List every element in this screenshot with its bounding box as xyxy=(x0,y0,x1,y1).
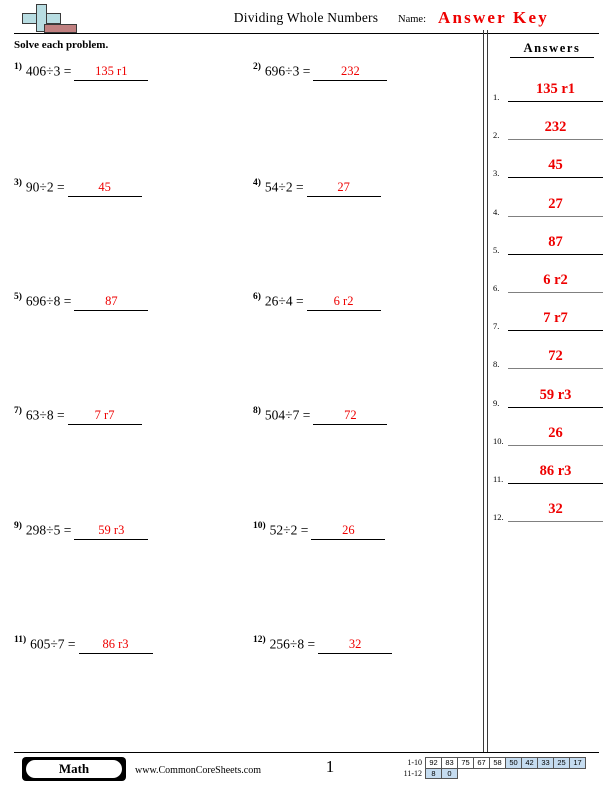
answer-row-number: 8. xyxy=(493,359,500,370)
grading-cell-empty xyxy=(554,768,570,779)
subject-badge-label: Math xyxy=(26,760,122,778)
problem-number: 4) xyxy=(253,178,261,188)
problem-2 xyxy=(253,62,387,86)
grading-row-label: 1-10 xyxy=(407,758,422,768)
grading-cell-empty xyxy=(458,768,474,779)
answer-row-number: 10. xyxy=(493,435,504,446)
problem-1 xyxy=(14,62,148,86)
answer-row-number: 5. xyxy=(493,244,500,255)
problem-expression: 696÷8 = xyxy=(25,293,72,309)
problem-answer-blank[interactable]: 87 xyxy=(74,294,148,311)
problem-10 xyxy=(253,521,385,545)
grading-cell: 92 xyxy=(426,758,442,769)
problem-expression: 504÷7 = xyxy=(264,407,311,423)
grading-scale-body xyxy=(398,758,586,779)
problem-expression: 605÷7 = xyxy=(30,636,76,652)
answer-row-number: 2. xyxy=(493,130,500,141)
answer-row-number: 9. xyxy=(493,397,500,408)
problem-answer-blank[interactable]: 32 xyxy=(318,637,392,654)
answer-row-value[interactable]: 72 xyxy=(508,348,603,369)
grading-cell: 17 xyxy=(570,758,586,769)
problem-5 xyxy=(14,292,148,316)
grading-cell: 42 xyxy=(522,758,538,769)
site-url: www.CommonCoreSheets.com xyxy=(135,765,262,776)
grading-cell: 83 xyxy=(442,758,458,769)
answer-row-value[interactable]: 27 xyxy=(508,196,603,217)
problem-answer-blank[interactable]: 26 xyxy=(311,523,385,540)
answer-row-value[interactable]: 232 xyxy=(508,119,603,140)
problem-number: 3) xyxy=(14,178,22,188)
problem-number: 6) xyxy=(253,292,261,302)
answer-row-3 xyxy=(492,146,605,178)
answer-row-10 xyxy=(492,414,605,446)
answer-row-value[interactable]: 32 xyxy=(508,501,603,522)
answer-row-number: 6. xyxy=(493,283,500,293)
problem-9 xyxy=(14,521,148,545)
problem-expression: 26÷4 = xyxy=(264,293,304,309)
grading-row-2 xyxy=(398,768,586,779)
worksheet-title: Dividing Whole Numbers xyxy=(233,10,379,25)
answer-row-value[interactable]: 86 r3 xyxy=(508,463,603,484)
problem-expression: 298÷5 = xyxy=(25,522,72,538)
problem-expression: 52÷2 = xyxy=(269,522,309,538)
answer-row-number: 7. xyxy=(493,321,500,332)
problem-number: 11) xyxy=(14,635,27,645)
answer-row-value[interactable]: 7 r7 xyxy=(508,310,603,331)
answer-row-value[interactable]: 59 r3 xyxy=(508,387,603,408)
problem-number: 5) xyxy=(14,292,22,302)
grading-cell: 0 xyxy=(442,768,458,779)
grading-cell: 67 xyxy=(474,758,490,769)
grading-cell: 75 xyxy=(458,758,474,769)
problem-number: 12) xyxy=(253,635,266,645)
problem-answer-blank[interactable]: 6 r2 xyxy=(307,294,381,311)
answers-column-title: Answers xyxy=(510,41,594,58)
answer-row-2 xyxy=(492,108,605,140)
problem-expression: 696÷3 = xyxy=(264,63,311,79)
problem-number: 7) xyxy=(14,406,22,416)
answer-row-value[interactable]: 87 xyxy=(508,234,603,255)
footer-divider xyxy=(14,752,599,753)
grading-cell-empty xyxy=(538,768,554,779)
answer-row-value[interactable]: 26 xyxy=(508,425,603,446)
problem-answer-blank[interactable]: 72 xyxy=(313,408,387,425)
problem-answer-blank[interactable]: 135 r1 xyxy=(74,64,148,81)
problem-answer-blank[interactable]: 45 xyxy=(68,180,142,197)
name-value: Answer Key xyxy=(438,8,549,27)
grading-row-label: 11-12 xyxy=(403,768,422,778)
grading-scale-table xyxy=(398,757,586,779)
problem-answer-blank[interactable]: 59 r3 xyxy=(74,523,148,540)
problem-number: 9) xyxy=(14,521,22,531)
answer-row-value[interactable]: 45 xyxy=(508,157,603,178)
answer-row-number: 3. xyxy=(493,168,500,179)
problem-number: 8) xyxy=(253,406,261,416)
problem-number: 10) xyxy=(253,521,266,531)
problem-expression: 90÷2 = xyxy=(25,179,65,195)
problem-12 xyxy=(253,635,392,659)
problem-answer-blank[interactable]: 232 xyxy=(313,64,387,81)
answer-row-5 xyxy=(492,223,605,255)
answer-row-1 xyxy=(492,70,605,102)
answer-row-6 xyxy=(492,261,605,293)
subject-badge xyxy=(22,757,126,781)
problem-3 xyxy=(14,178,142,202)
page-number: 1 xyxy=(325,757,335,776)
instruction-text: Solve each problem. xyxy=(14,39,109,51)
grading-cell-empty xyxy=(506,768,522,779)
answer-row-value[interactable]: 6 r2 xyxy=(508,272,603,293)
grading-cell-empty xyxy=(474,768,490,779)
name-label: Name: xyxy=(398,14,426,25)
problem-8 xyxy=(253,406,387,430)
grading-cell: 8 xyxy=(426,768,442,779)
grading-cell: 33 xyxy=(538,758,554,769)
problem-6 xyxy=(253,292,381,316)
grading-cell-empty xyxy=(570,768,586,779)
answers-column-divider-left xyxy=(483,30,484,752)
problem-number: 1) xyxy=(14,62,22,72)
grading-cell: 25 xyxy=(554,758,570,769)
answer-row-7 xyxy=(492,299,605,331)
answer-row-value[interactable]: 135 r1 xyxy=(508,81,603,102)
problem-expression: 406÷3 = xyxy=(25,63,72,79)
problem-7 xyxy=(14,406,142,430)
grading-cell-empty xyxy=(522,768,538,779)
answer-row-11 xyxy=(492,452,605,484)
answer-row-number: 11. xyxy=(493,474,504,484)
answers-column-divider-right xyxy=(487,30,488,752)
problem-answer-blank[interactable]: 27 xyxy=(307,180,381,197)
grading-cell: 50 xyxy=(506,758,522,769)
problem-expression: 54÷2 = xyxy=(264,179,304,195)
answer-row-number: 12. xyxy=(493,512,504,523)
answer-row-12 xyxy=(492,490,605,522)
grading-cell: 58 xyxy=(490,758,506,769)
answer-row-number: 1. xyxy=(493,92,500,102)
problem-answer-blank[interactable]: 7 r7 xyxy=(68,408,142,425)
answer-row-8 xyxy=(492,337,605,369)
problem-expression: 63÷8 = xyxy=(25,407,65,423)
problem-4 xyxy=(253,178,381,202)
answer-row-number: 4. xyxy=(493,206,500,217)
answer-row-9 xyxy=(492,376,605,408)
problem-expression: 256÷8 = xyxy=(269,636,316,652)
grading-row-1 xyxy=(398,758,586,769)
problem-11 xyxy=(14,635,153,659)
grading-cell-empty xyxy=(490,768,506,779)
problem-number: 2) xyxy=(253,62,261,72)
answer-row-4 xyxy=(492,185,605,217)
problem-answer-blank[interactable]: 86 r3 xyxy=(79,637,153,654)
